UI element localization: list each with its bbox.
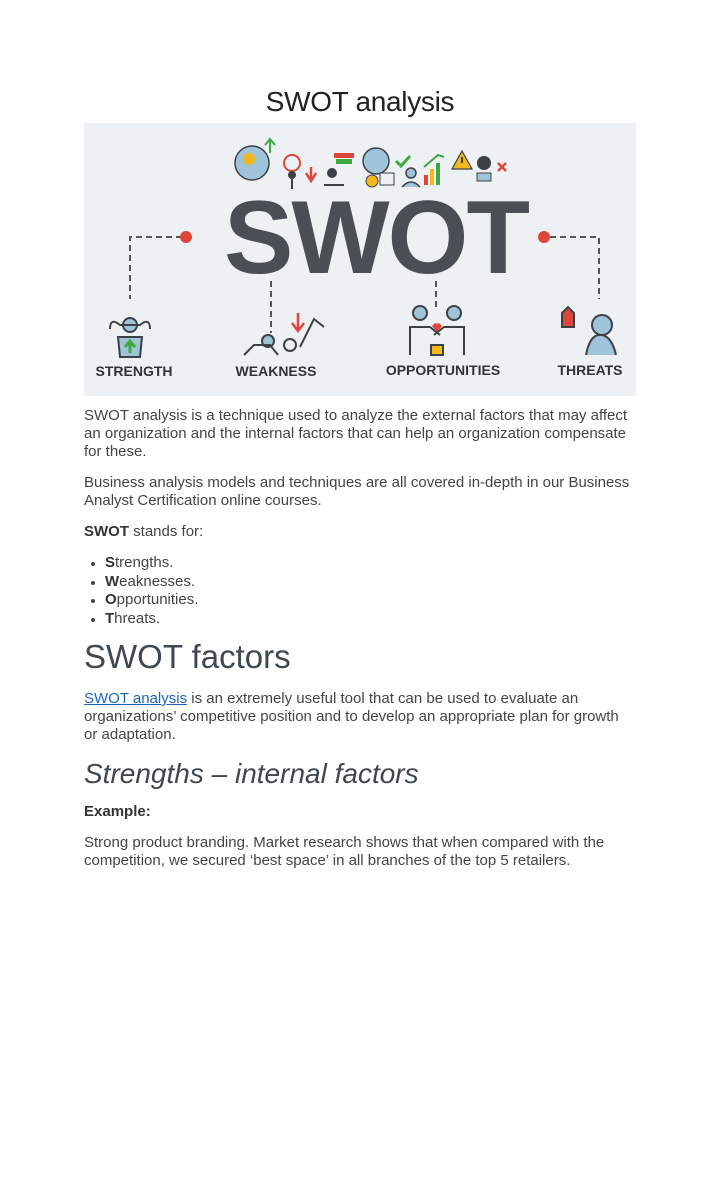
red-arrow-down-icon — [306, 167, 316, 181]
label-strength: STRENGTH — [95, 363, 173, 379]
list-initial: W — [105, 572, 120, 590]
opportunities-icon — [410, 306, 464, 355]
head-lightbulb-icon — [235, 139, 275, 180]
example-paragraph: Strong product branding. Market research shows that when compared with the competition, we secured ‘best space’ in all branches of the top 5 retailers. — [84, 834, 605, 869]
swot-list — [84, 554, 636, 628]
label-opportunities: OPPORTUNITIES — [385, 362, 501, 378]
hacker-icon — [477, 156, 491, 181]
document-body — [84, 407, 636, 883]
swot-analysis-link[interactable]: SWOT analysis — [84, 690, 188, 707]
list-initial: O — [105, 591, 117, 608]
factors-text: is an extremely useful tool that can be used to evaluate an organizations’ competitive position and to develop an appropriate plan for growth or adaptation. — [84, 690, 619, 743]
strengths-heading: Strengths – internal factors — [84, 758, 419, 789]
label-weakness: WEAKNESS — [235, 363, 317, 379]
stands-for-text: stands for: — [129, 523, 204, 540]
checkmark-icon — [396, 156, 410, 166]
example-label — [84, 803, 636, 821]
stands-for-bold: SWOT — [84, 523, 129, 540]
list-rest: pportunities. — [116, 591, 199, 608]
list-item-weaknesses — [105, 573, 636, 592]
list-rest: hreats. — [114, 609, 161, 627]
list-item-threats — [105, 610, 636, 629]
factors-paragraph — [84, 690, 636, 744]
red-x-icon — [498, 163, 506, 171]
stands-for-paragraph — [84, 523, 636, 541]
warning-icon — [452, 151, 472, 169]
weakness-icon — [244, 313, 324, 355]
list-rest: eaknesses. — [119, 572, 196, 590]
strength-icon — [110, 318, 150, 357]
document-title: SWOT analysis — [265, 86, 455, 117]
swot-factors-heading: SWOT factors — [84, 638, 291, 675]
list-item-opportunities — [105, 591, 636, 610]
list-rest: trengths. — [115, 554, 174, 571]
list-item-strengths — [105, 554, 636, 573]
swot-banner-image — [84, 123, 636, 396]
label-threats: THREATS — [557, 362, 623, 378]
courses-paragraph: Business analysis models and techniques are all covered in-depth in our Business Analyst Certification online courses. — [84, 474, 630, 509]
right-connector-dot — [538, 231, 550, 243]
example-label-text: Example: — [84, 803, 151, 820]
swot-logo-word: SWOT — [224, 180, 528, 296]
list-initial: T — [105, 609, 115, 627]
left-connector-dot — [180, 231, 192, 243]
list-initial: S — [105, 554, 116, 571]
threats-icon — [562, 307, 616, 355]
intro-paragraph: SWOT analysis is a technique used to analyze the external factors that may affect an organization and the internal factors that can help an organization compensate for these. — [84, 407, 628, 460]
